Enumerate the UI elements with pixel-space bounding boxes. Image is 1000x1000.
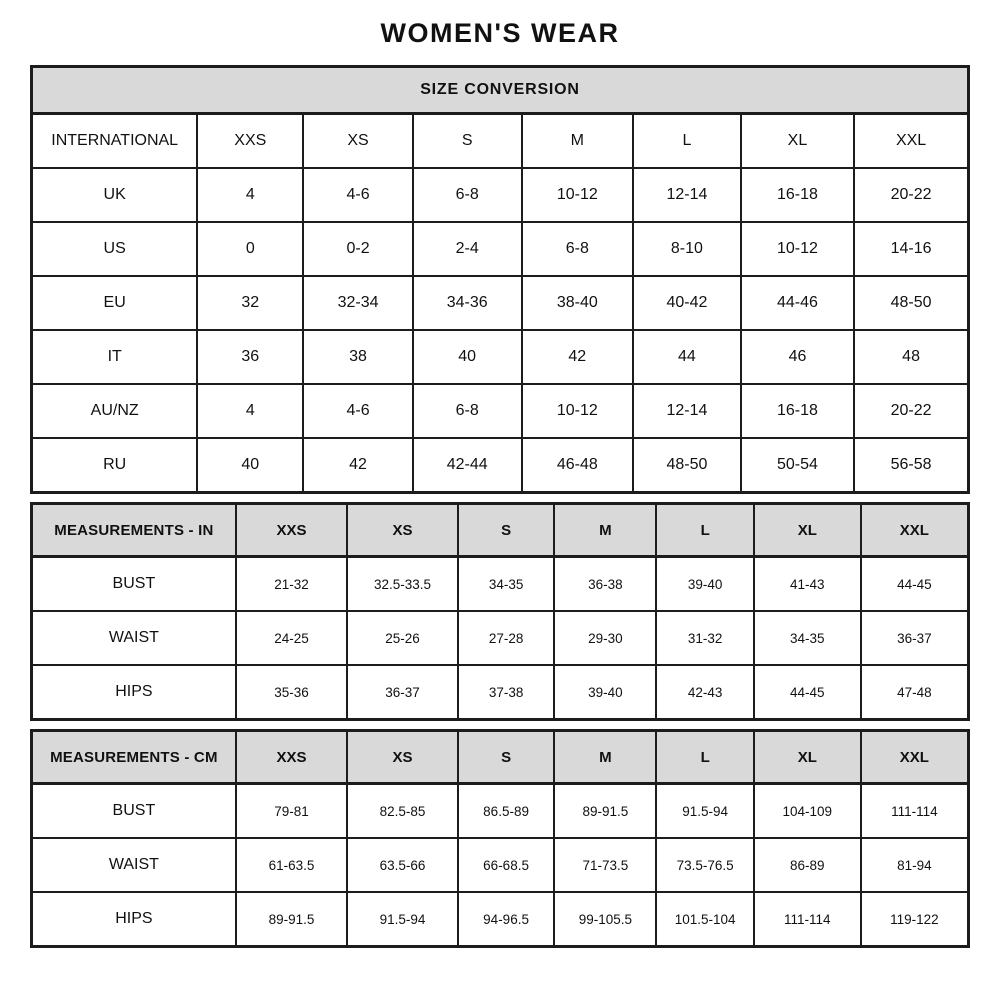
row-label: WAIST — [32, 611, 236, 665]
table-row — [32, 892, 969, 947]
row-label: AU/NZ — [32, 384, 198, 438]
value-cell: 91.5-94 — [656, 784, 753, 839]
table-head — [32, 504, 969, 557]
value-cell: 6-8 — [413, 168, 522, 222]
value-cell: 12-14 — [633, 168, 741, 222]
row-label: US — [32, 222, 198, 276]
value-cell: 14-16 — [854, 222, 968, 276]
value-cell: 48-50 — [854, 276, 968, 330]
value-cell: 41-43 — [754, 557, 861, 612]
size-column-header: XXS — [236, 504, 348, 557]
row-label: RU — [32, 438, 198, 493]
table-row — [32, 665, 969, 720]
value-cell: 48-50 — [633, 438, 741, 493]
banner-row — [32, 67, 969, 114]
value-cell: 34-36 — [413, 276, 522, 330]
value-cell: 73.5-76.5 — [656, 838, 753, 892]
value-cell: 42 — [522, 330, 634, 384]
size-column-header: XXL — [854, 114, 968, 169]
value-cell: 40-42 — [633, 276, 741, 330]
size-column-header: XS — [347, 504, 458, 557]
value-cell: 8-10 — [633, 222, 741, 276]
table-row — [32, 784, 969, 839]
value-cell: 36 — [197, 330, 303, 384]
size-column-header: M — [554, 504, 656, 557]
value-cell: 16-18 — [741, 384, 854, 438]
table-row — [32, 330, 969, 384]
table-banner: SIZE CONVERSION — [32, 67, 969, 114]
value-cell: 4 — [197, 384, 303, 438]
value-cell: 63.5-66 — [347, 838, 458, 892]
value-cell: 4-6 — [303, 384, 413, 438]
value-cell: 101.5-104 — [656, 892, 753, 947]
value-cell: 20-22 — [854, 168, 968, 222]
value-cell: 27-28 — [458, 611, 555, 665]
table-head — [32, 67, 969, 169]
size-column-header: XXL — [861, 731, 969, 784]
row-label: EU — [32, 276, 198, 330]
value-cell: 40 — [413, 330, 522, 384]
value-cell: 40 — [197, 438, 303, 493]
row-label: UK — [32, 168, 198, 222]
row-header-label: INTERNATIONAL — [32, 114, 198, 169]
value-cell: 39-40 — [656, 557, 753, 612]
value-cell: 35-36 — [236, 665, 348, 720]
value-cell: 10-12 — [522, 168, 634, 222]
value-cell: 34-35 — [458, 557, 555, 612]
value-cell: 0-2 — [303, 222, 413, 276]
size-column-header: XXL — [861, 504, 969, 557]
row-label: IT — [32, 330, 198, 384]
size-column-header: L — [633, 114, 741, 169]
value-cell: 119-122 — [861, 892, 969, 947]
value-cell: 20-22 — [854, 384, 968, 438]
value-cell: 46 — [741, 330, 854, 384]
size-column-header: L — [656, 504, 753, 557]
value-cell: 44 — [633, 330, 741, 384]
size-column-header: M — [554, 731, 656, 784]
value-cell: 36-37 — [347, 665, 458, 720]
value-cell: 44-46 — [741, 276, 854, 330]
size-column-header: XS — [303, 114, 413, 169]
value-cell: 16-18 — [741, 168, 854, 222]
table-row — [32, 168, 969, 222]
column-header-row — [32, 114, 969, 169]
value-cell: 71-73.5 — [554, 838, 656, 892]
size-conversion-table — [30, 65, 970, 494]
value-cell: 111-114 — [754, 892, 861, 947]
value-cell: 39-40 — [554, 665, 656, 720]
value-cell: 89-91.5 — [236, 892, 348, 947]
table-row — [32, 222, 969, 276]
value-cell: 61-63.5 — [236, 838, 348, 892]
value-cell: 42-43 — [656, 665, 753, 720]
column-header-row — [32, 504, 969, 557]
value-cell: 24-25 — [236, 611, 348, 665]
size-column-header: L — [656, 731, 753, 784]
row-label: BUST — [32, 784, 236, 839]
size-column-header: XL — [741, 114, 854, 169]
size-column-header: XXS — [236, 731, 348, 784]
table-row — [32, 276, 969, 330]
value-cell: 21-32 — [236, 557, 348, 612]
value-cell: 94-96.5 — [458, 892, 555, 947]
value-cell: 32-34 — [303, 276, 413, 330]
column-header-row — [32, 731, 969, 784]
size-column-header: S — [458, 731, 555, 784]
value-cell: 44-45 — [861, 557, 969, 612]
size-column-header: M — [522, 114, 634, 169]
table-row — [32, 838, 969, 892]
size-column-header: S — [458, 504, 555, 557]
value-cell: 36-38 — [554, 557, 656, 612]
value-cell: 10-12 — [522, 384, 634, 438]
value-cell: 91.5-94 — [347, 892, 458, 947]
value-cell: 4-6 — [303, 168, 413, 222]
value-cell: 42-44 — [413, 438, 522, 493]
value-cell: 32 — [197, 276, 303, 330]
value-cell: 99-105.5 — [554, 892, 656, 947]
row-label: WAIST — [32, 838, 236, 892]
value-cell: 25-26 — [347, 611, 458, 665]
size-column-header: S — [413, 114, 522, 169]
size-column-header: XL — [754, 504, 861, 557]
table-row — [32, 438, 969, 493]
value-cell: 44-45 — [754, 665, 861, 720]
value-cell: 6-8 — [413, 384, 522, 438]
row-label: BUST — [32, 557, 236, 612]
value-cell: 89-91.5 — [554, 784, 656, 839]
value-cell: 37-38 — [458, 665, 555, 720]
value-cell: 81-94 — [861, 838, 969, 892]
row-label: HIPS — [32, 665, 236, 720]
value-cell: 29-30 — [554, 611, 656, 665]
table-row — [32, 384, 969, 438]
value-cell: 34-35 — [754, 611, 861, 665]
measurements-in-table — [30, 502, 970, 721]
value-cell: 10-12 — [741, 222, 854, 276]
value-cell: 4 — [197, 168, 303, 222]
value-cell: 38 — [303, 330, 413, 384]
value-cell: 47-48 — [861, 665, 969, 720]
row-label: HIPS — [32, 892, 236, 947]
value-cell: 31-32 — [656, 611, 753, 665]
value-cell: 0 — [197, 222, 303, 276]
value-cell: 12-14 — [633, 384, 741, 438]
value-cell: 48 — [854, 330, 968, 384]
value-cell: 111-114 — [861, 784, 969, 839]
value-cell: 32.5-33.5 — [347, 557, 458, 612]
size-column-header: XXS — [197, 114, 303, 169]
row-header-label: MEASUREMENTS - IN — [32, 504, 236, 557]
table-row — [32, 557, 969, 612]
measurements-cm-table — [30, 729, 970, 948]
value-cell: 66-68.5 — [458, 838, 555, 892]
value-cell: 38-40 — [522, 276, 634, 330]
value-cell: 56-58 — [854, 438, 968, 493]
table-body — [32, 557, 969, 720]
table-row — [32, 611, 969, 665]
value-cell: 79-81 — [236, 784, 348, 839]
value-cell: 36-37 — [861, 611, 969, 665]
page-title: WOMEN'S WEAR — [380, 18, 620, 48]
value-cell: 86-89 — [754, 838, 861, 892]
value-cell: 6-8 — [522, 222, 634, 276]
table-head — [32, 731, 969, 784]
size-column-header: XL — [754, 731, 861, 784]
table-body — [32, 784, 969, 947]
value-cell: 2-4 — [413, 222, 522, 276]
size-column-header: XS — [347, 731, 458, 784]
value-cell: 50-54 — [741, 438, 854, 493]
value-cell: 86.5-89 — [458, 784, 555, 839]
value-cell: 82.5-85 — [347, 784, 458, 839]
row-header-label: MEASUREMENTS - CM — [32, 731, 236, 784]
value-cell: 46-48 — [522, 438, 634, 493]
value-cell: 42 — [303, 438, 413, 493]
table-body — [32, 168, 969, 493]
value-cell: 104-109 — [754, 784, 861, 839]
